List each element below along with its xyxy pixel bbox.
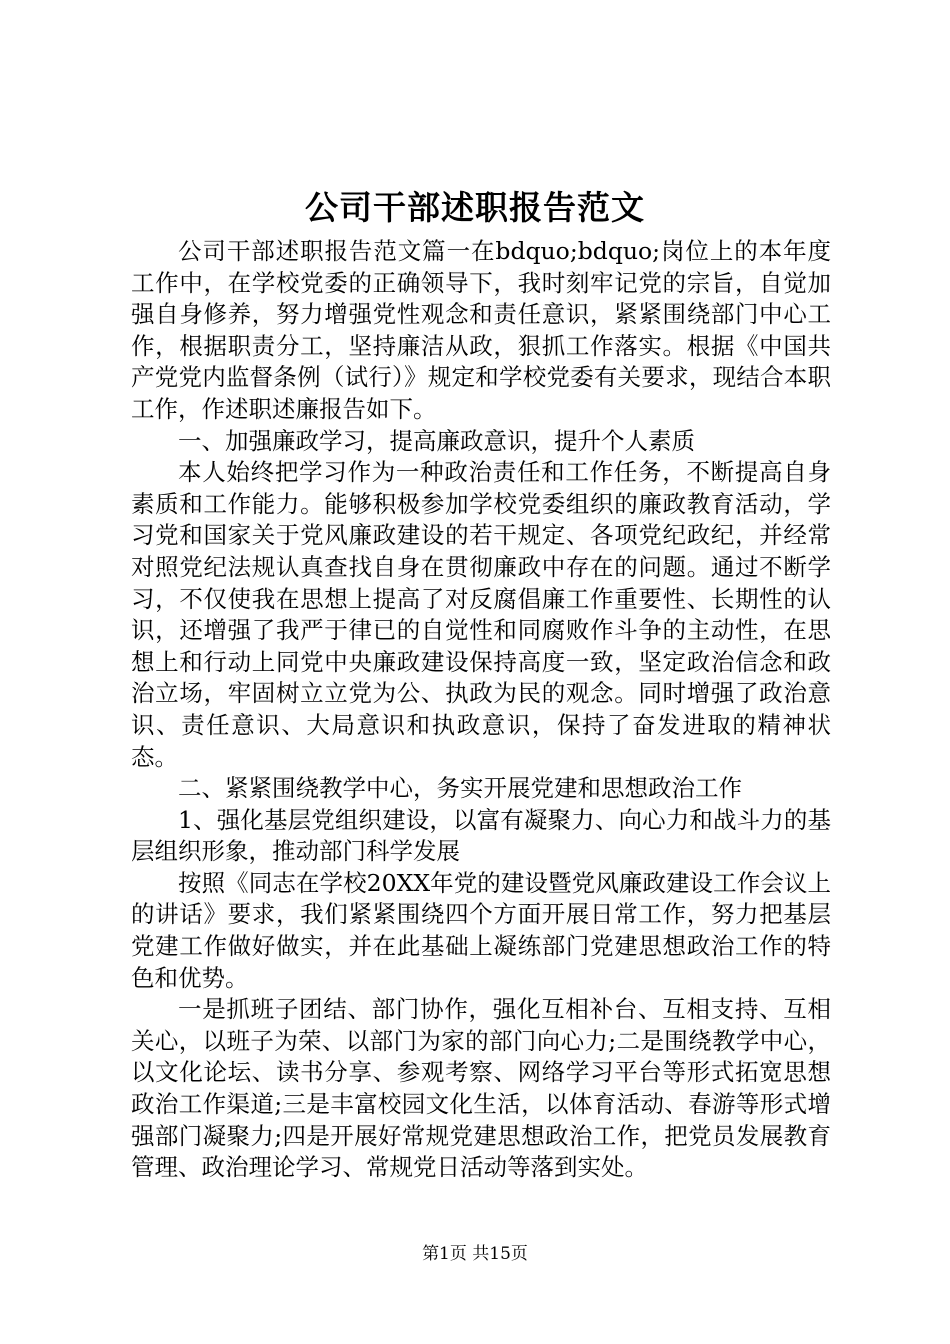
section-heading-2: 二、紧紧围绕教学中心，务实开展党建和思想政治工作 <box>178 774 742 803</box>
subsection-heading-1: 1、强化基层党组织建设，以富有凝聚力、向心力和战斗力的基层组织形象，推动部门科学发展 <box>131 805 831 866</box>
document-body <box>131 236 831 1184</box>
section-heading-1: 一、加强廉政学习，提高廉政意识，提升个人素质 <box>178 426 695 455</box>
paragraph-guidance: 按照《同志在学校20XX年党的建设暨党风廉政建设工作会议上的讲话》要求，我们紧紧围绕四个方面开展日常工作，努力把基层党建工作做好做实，并在此基础上凝练部门党建思想政治工作的特色和优势。 <box>131 868 831 992</box>
paragraph-study: 本人始终把学习作为一种政治责任和工作任务，不断提高自身素质和工作能力。能够积极参加学校党委组织的廉政教育活动，学习党和国家关于党风廉政建设的若干规定、各项党纪政纪，并经常对照党纪法规认真查找自身在贯彻廉政中存在的问题。通过不断学习，不仅使我在思想上提高了对反腐倡廉工作重要性、长期性的认识，还增强了我严于律已的自觉性和同腐败作斗争的主动性，在思想上和行动上同党中央廉政建设保持高度一致，坚定政治信念和政治立场，牢固树立立党为公、执政为民的观念。同时增强了政治意识、责任意识、大局意识和执政意识，保持了奋发进取的精神状态。 <box>131 458 831 771</box>
paragraph-intro: 公司干部述职报告范文篇一在bdquo;bdquo;岗位上的本年度工作中，在学校党委的正确领导下，我时刻牢记党的宗旨，自觉加强自身修养，努力增强党性观念和责任意识，紧紧围绕部门中心工作，根据职责分工，坚持廉洁从政，狠抓工作落实。根据《中国共产党党内监督条例（试行）》规定和学校党委有关要求，现结合本职工作，作述职述廉报告如下。 <box>131 237 831 423</box>
paragraph-measures: 一是抓班子团结、部门协作，强化互相补台、互相支持、互相关心，以班子为荣、以部门为家的部门向心力;二是围绕教学中心，以文化论坛、读书分享、参观考察、网络学习平台等形式拓宽思想政治工作渠道;三是丰富校园文化生活，以体育活动、春游等形式增强部门凝聚力;四是开展好常规党建思想政治工作，把党员发展教育管理、政治理论学习、常规党日活动等落到实处。 <box>131 995 831 1182</box>
page-footer: 第1页 共15页 <box>422 1244 528 1264</box>
document-title: 公司干部述职报告范文 <box>305 188 645 227</box>
